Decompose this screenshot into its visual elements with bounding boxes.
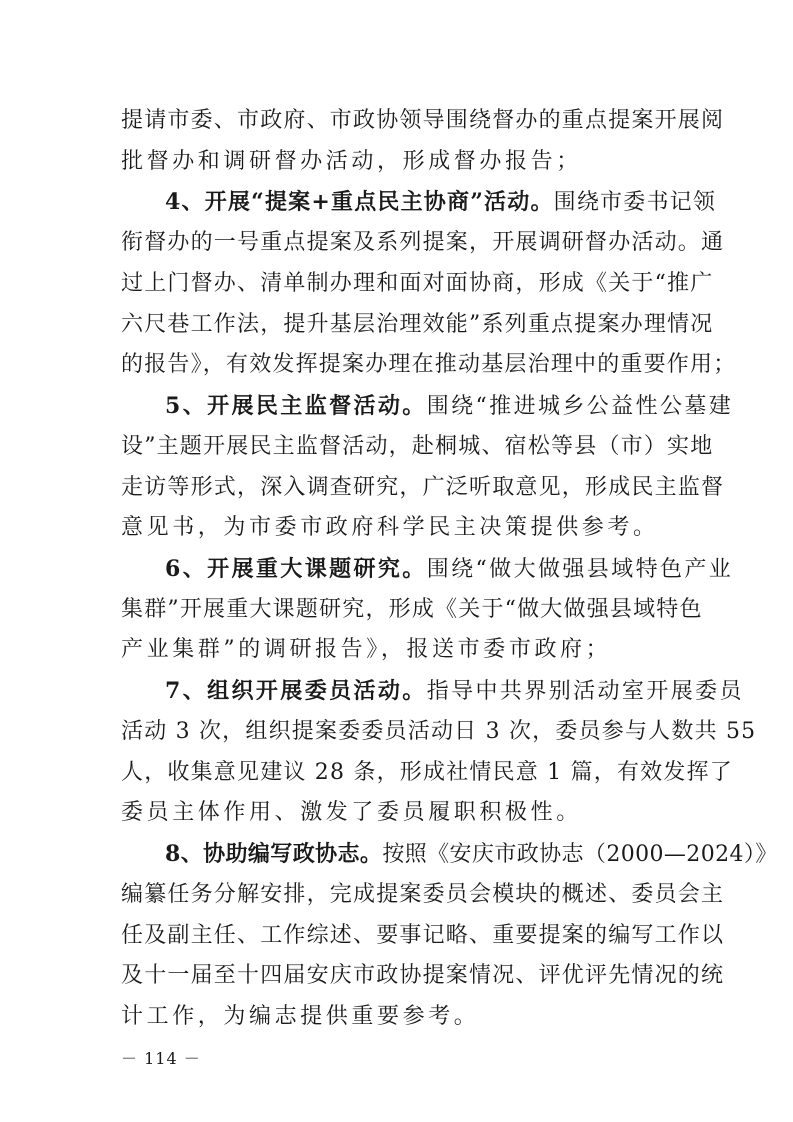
paragraph-line: 过上门督办、清单制办理和面对面协商，形成《关于“推广 — [121, 271, 714, 296]
item-4-line — [165, 187, 717, 217]
paragraph-line: 人，收集意见建议 28 条，形成社情民意 1 篇，有效发挥了 — [121, 760, 733, 785]
paragraph-line: 及十一届至十四届安庆市政协提案情况、评优评先情况的统 — [121, 963, 725, 988]
paragraph-line: 的报告》，有效发挥提案办理在推动基层治理中的重要作用； — [121, 352, 737, 377]
item-4-text: 围绕市委书记领 — [553, 190, 717, 215]
item-5-heading: 5、开展民主监督活动。 — [165, 393, 427, 419]
paragraph-line: 产业集群”的调研报告》，报送市委市政府； — [121, 637, 612, 662]
item-8-heading: 8、协助编写政协志。 — [165, 841, 383, 867]
item-5-line — [165, 391, 734, 421]
item-8-line — [165, 839, 778, 869]
paragraph-line: 衔督办的一号重点提案及系列提案，开展调研督办活动。通 — [121, 230, 725, 255]
item-8-text: 按照《安庆市政协志（2000—2024）》 — [382, 842, 778, 867]
item-6-text: 围绕“做大做强县域特色产业 — [426, 557, 734, 582]
paragraph-line: 委员主体作用、激发了委员履职积极性。 — [121, 800, 582, 825]
item-4-heading: 4、开展“提案+重点民主协商”活动。 — [165, 189, 554, 215]
paragraph-line: 提请市委、市政府、市政协领导围绕督办的重点提案开展阅 — [121, 108, 725, 133]
item-6-heading: 6、开展重大课题研究。 — [165, 556, 427, 582]
item-7-line — [165, 676, 744, 706]
item-5-text: 围绕“推进城乡公益性公墓建 — [426, 394, 734, 419]
paragraph-line: 任及副主任、工作综述、要事记略、重要提案的编写工作以 — [121, 923, 725, 948]
paragraph-line: 编纂任务分解安排，完成提案委员会模块的概述、委员会主 — [121, 882, 725, 907]
page-number: － 114 － — [121, 1049, 201, 1068]
paragraph-line: 活动 3 次，组织提案委委员活动日 3 次，委员参与人数共 55 — [121, 719, 757, 744]
paragraph-line: 计工作，为编志提供重要参考。 — [121, 1004, 480, 1029]
item-6-line — [165, 554, 734, 584]
paragraph-line: 六尺巷工作法，提升基层治理效能”系列重点提案办理情况 — [121, 312, 714, 337]
paragraph-line: 批督办和调研督办活动，形成督办报告； — [121, 149, 582, 174]
paragraph-line: 走访等形式，深入调查研究，广泛听取意见，形成民主监督 — [121, 475, 725, 500]
item-7-heading: 7、组织开展委员活动。 — [165, 678, 427, 704]
paragraph-line: 意见书，为市委市政府科学民主决策提供参考。 — [121, 515, 659, 540]
paragraph-line: 集群”开展重大课题研究，形成《关于“做大做强县域特色 — [121, 597, 703, 622]
item-7-text: 指导中共界别活动室开展委员 — [426, 679, 744, 704]
paragraph-line: 设”主题开展民主监督活动，赴桐城、宿松等县（市）实地 — [121, 434, 714, 459]
